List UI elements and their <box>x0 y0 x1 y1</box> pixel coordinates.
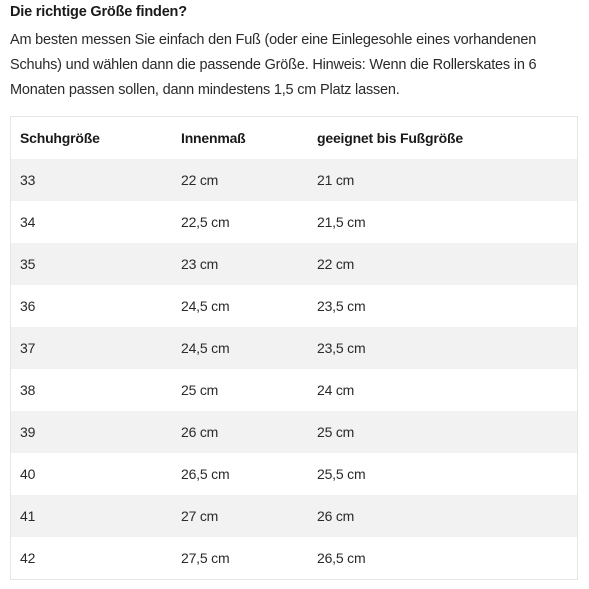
cell-inner-length: 22 cm <box>181 172 219 188</box>
cell-shoe-size: 37 <box>20 340 36 356</box>
cell-shoe-size: 34 <box>20 214 36 230</box>
cell-inner-length: 24,5 cm <box>181 340 230 356</box>
cell-fits-foot-size: 23,5 cm <box>317 298 366 314</box>
cell-shoe-size: 42 <box>20 550 36 566</box>
cell-inner-length: 27 cm <box>181 508 219 524</box>
table-row <box>11 537 577 579</box>
cell-fits-foot-size: 21,5 cm <box>317 214 366 230</box>
cell-fits-foot-size: 23,5 cm <box>317 340 366 356</box>
table-row <box>11 285 577 327</box>
table-header-row <box>11 117 577 159</box>
cell-shoe-size: 38 <box>20 382 36 398</box>
cell-inner-length: 26,5 cm <box>181 466 230 482</box>
cell-shoe-size: 40 <box>20 466 36 482</box>
table-row <box>11 495 577 537</box>
header-inner-length: Innenmaß <box>181 130 246 146</box>
cell-fits-foot-size: 24 cm <box>317 382 355 398</box>
cell-inner-length: 25 cm <box>181 382 219 398</box>
size-table <box>10 116 578 580</box>
cell-shoe-size: 41 <box>20 508 36 524</box>
header-shoe-size: Schuhgröße <box>20 130 100 146</box>
cell-fits-foot-size: 26,5 cm <box>317 550 366 566</box>
table-row <box>11 159 577 201</box>
cell-shoe-size: 33 <box>20 172 36 188</box>
table-row <box>11 327 577 369</box>
table-row <box>11 369 577 411</box>
cell-inner-length: 27,5 cm <box>181 550 230 566</box>
cell-fits-foot-size: 21 cm <box>317 172 355 188</box>
cell-fits-foot-size: 25 cm <box>317 424 355 440</box>
cell-inner-length: 24,5 cm <box>181 298 230 314</box>
cell-shoe-size: 36 <box>20 298 36 314</box>
cell-shoe-size: 39 <box>20 424 36 440</box>
table-row <box>11 453 577 495</box>
cell-inner-length: 23 cm <box>181 256 219 272</box>
cell-fits-foot-size: 22 cm <box>317 256 355 272</box>
cell-inner-length: 22,5 cm <box>181 214 230 230</box>
table-row <box>11 201 577 243</box>
cell-fits-foot-size: 25,5 cm <box>317 466 366 482</box>
table-row <box>11 411 577 453</box>
page-heading: Die richtige Größe finden? <box>10 4 187 20</box>
cell-inner-length: 26 cm <box>181 424 219 440</box>
header-fits-foot-size: geeignet bis Fußgröße <box>317 130 463 146</box>
cell-fits-foot-size: 26 cm <box>317 508 355 524</box>
cell-shoe-size: 35 <box>20 256 36 272</box>
table-row <box>11 243 577 285</box>
intro-text: Am besten messen Sie einfach den Fuß (oder eine Einlegesohle eines vorhandenen Schuhs) und wählen dann die passende Größe. Hinweis: Wenn die Rollerskates in 6 Monaten passen sollen, dann mindestens 1,5 cm Platz lassen. <box>10 32 537 98</box>
